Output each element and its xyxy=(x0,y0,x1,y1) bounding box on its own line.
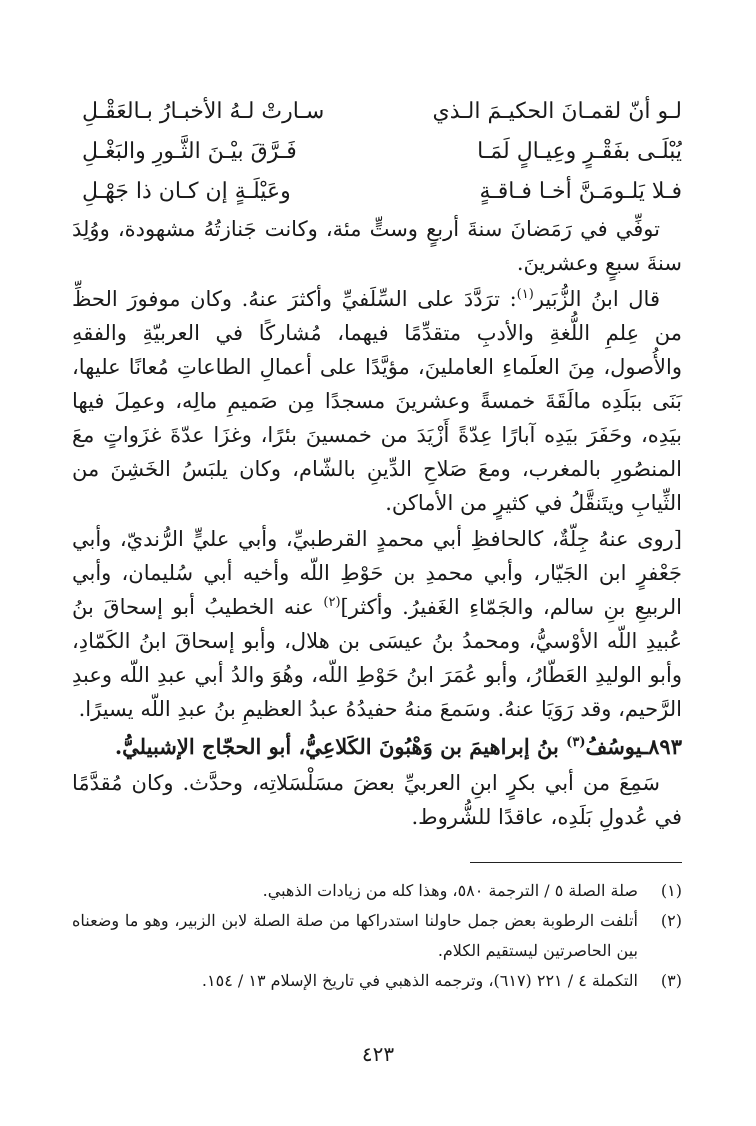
verse-first-hemistich: فـلا يَلـومَـنَّ أخـا فـاقـةٍ xyxy=(479,179,682,204)
narrators-text: عنه الخطيبُ أبو إسحاقَ بنُ عُبيدِ اللّه الأوْسيُّ، ومحمدُ بنُ عيسَى بن هلال، وأبو إسحاقَ ابنُ الكَمّادِ، وأبو الوليدِ العَطّارُ، وأبو عُمَرَ ابنُ حَوْطِ اللّه، وهُوَ والدُ أبي عبدِ اللّه وعبدِ الرَّحيم، وقد رَوَيَا عنهُ. وسَمعَ منهُ حفيدُهُ عبدُ العظيمِ بنُ عبدِ اللّه يسيرًا. xyxy=(72,595,682,721)
entry-name: يوسُفُ xyxy=(585,734,642,759)
poem-verse xyxy=(82,92,682,132)
footnote-separator xyxy=(470,862,682,863)
main-text xyxy=(72,212,682,834)
footnote-text: أتلفت الرطوبة بعض جمل حاولنا استدراكها من صلة الصلة لابن الزبير، وهو ما وضعناه بين الحاصرتين ليستقيم الكلام. xyxy=(72,911,638,960)
footnote-text: التكملة ٤ / ٢٢١ (٦١٧)، وترجمه الذهبي في تاريخ الإسلام ١٣ / ١٥٤. xyxy=(201,971,638,990)
footnote-ref-1[interactable]: (١) xyxy=(516,287,534,302)
entry-number: ٨٩٣ـ xyxy=(642,734,682,759)
verse-second-hemistich: سـارتْ لـهُ الأخبـارُ بـالعَقْـلِ xyxy=(82,99,325,124)
footnote-number: (٣) xyxy=(660,971,682,990)
poem-verse xyxy=(82,172,682,212)
paragraph-biography xyxy=(72,282,682,520)
footnote-text: صلة الصلة ٥ / الترجمة ٥٨٠، وهذا كله من زيادات الذهبي. xyxy=(262,881,638,900)
biography-text: : ترَدَّدَ على السِّلَفيِّ وأكثرَ عنهُ. وكان موفورَ الحظِّ من عِلمِ اللُّغةِ والأدبِ متقدِّمًا فيهما، مُشاركًا في العربيّةِ والفقهِ والأُصول، مِنَ العلَماءِ العاملينَ، مؤيَّدًا على أعمالِ الطاعاتِ مُعانًا عليها، بَنَى ببَلَدِه مالَقَةَ خمسةً وعشرينَ مسجدًا مِن صَميمِ مالِه، وعمِلَ فيها بيَدِه، وحَفَرَ بيَدِه آبارًا عِدّةً أَزْيَدَ من خمسينَ بئرًا، وغزَا عدّةَ غزَواتٍ معَ المنصُورِ بالمغرب، ومعَ صَلاحِ الدِّينِ بالشّام، وكان يلبَسُ الخَشِنَ من الثِّيابِ ويتَنقَّلُ في كثيرٍ من الأماكن. xyxy=(72,287,682,515)
footnote-number: (٢) xyxy=(660,911,682,930)
page-number: ٤٢٣ xyxy=(361,1042,395,1066)
footnote-ref-3[interactable]: (٣) xyxy=(566,735,586,750)
footnote-ref-2[interactable]: (٢) xyxy=(323,595,341,610)
verse-second-hemistich: فَـرَّقَ بيْـنَ الثَّـورِ والبَغْـلِ xyxy=(82,139,297,164)
restored-text: [روى عنهُ جِلّةٌ، كالحافظِ أبي محمدٍ القرطبيِّ، وأبي عليٍّ الرُّنديّ، وأبي جَعْفرٍ ابن الجَيّار، وأبي محمدِ بن حَوْطِ اللّه وأخيه أبي سُليمان، وأبي الربيعِ بنِ سالم، والجَمّاءِ الغَفيرُ. وأكثر] xyxy=(72,527,682,619)
footnotes xyxy=(72,876,682,996)
footnote-item xyxy=(72,876,682,906)
paragraph-entry-body: سَمِعَ من أبي بكرٍ ابنِ العربيِّ بعضَ مسَلْسَلاتِه، وحدَّث. وكان مُقدَّمًا في عُدولِ بَلَدِه، عاقدًا للشُّروط. xyxy=(72,771,682,829)
verse-first-hemistich: يُبْلَـى بفَقْـرٍ وعِيـالٍ لَمَـا xyxy=(477,139,682,164)
footnote-item xyxy=(72,906,682,966)
verse-first-hemistich: لـو أنّ لقمـانَ الحكيـمَ الـذي xyxy=(432,99,682,124)
verse-second-hemistich: وعَيْلَـةٍ إن كـان ذا جَهْـلِ xyxy=(82,179,291,204)
paragraph-narrators xyxy=(72,522,682,726)
quote-source: قال ابنُ الزُّبَير xyxy=(533,287,660,311)
entry-lineage: بنُ إبراهيمَ بن وَهْبُونَ الكَلاعِيُّ، أبو الحجّاج الإشبيليُّ. xyxy=(114,734,567,759)
footnote-item xyxy=(72,966,682,996)
entry-heading xyxy=(72,730,682,764)
footnote-number: (١) xyxy=(660,881,682,900)
poem xyxy=(82,92,682,212)
paragraph-death-date: توفِّي في رَمَضانَ سنةَ أربعٍ وستٍّ مئة، وكانت جَنازتُهُ مشهودة، ووُلِدَ سنةَ سبعٍ وعشرينَ. xyxy=(72,217,682,275)
poem-verse xyxy=(82,132,682,172)
